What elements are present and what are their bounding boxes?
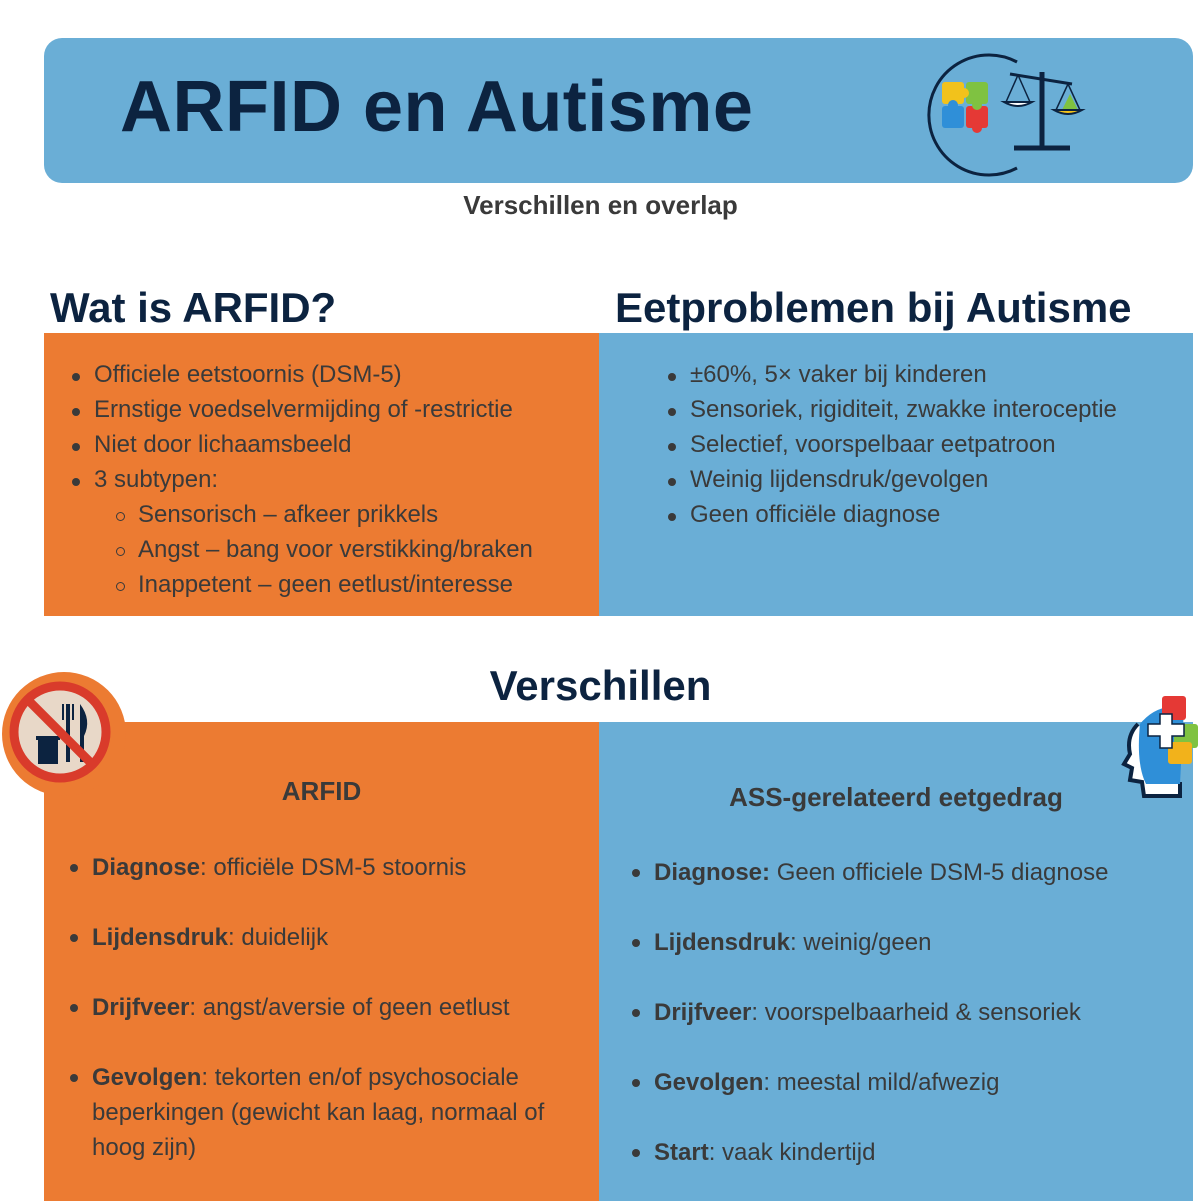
differences-heading: Verschillen [489, 662, 712, 709]
bullet-icon [72, 373, 80, 381]
bullet-icon [668, 443, 676, 451]
bullet-icon [70, 1004, 78, 1012]
page-title: ARFID en Autisme [120, 67, 754, 147]
ass-column-title: ASS-gerelateerd eetgedrag [729, 782, 1063, 812]
bullet-icon [668, 478, 676, 486]
bullet-icon [72, 443, 80, 451]
sub-list-item: Sensorisch – afkeer prikkels [72, 498, 592, 533]
sub-bullet-icon [116, 512, 125, 521]
bullet-icon [70, 934, 78, 942]
arfid-info-list [72, 358, 592, 603]
bullet-icon [70, 1074, 78, 1082]
bullet-icon [632, 869, 640, 877]
list-item: Diagnose: officiële DSM-5 stoornis [70, 850, 570, 885]
list-item: 3 subtypen: [72, 463, 592, 498]
list-item: Gevolgen: meestal mild/afwezig [632, 1065, 999, 1100]
arfid-column-title: ARFID [281, 776, 362, 806]
list-item: Drijfveer: voorspelbaarheid & sensoriek [632, 995, 1081, 1030]
sub-list-item: Inappetent – geen eetlust/interesse [72, 568, 592, 603]
list-item: Lijdensdruk: weinig/geen [632, 925, 931, 960]
sub-bullet-icon [116, 547, 125, 556]
bullet-icon [72, 408, 80, 416]
list-item: Weinig lijdensdruk/gevolgen [668, 463, 1188, 498]
list-item: Selectief, voorspelbaar eetpatroon [668, 428, 1188, 463]
bullet-icon [632, 1009, 640, 1017]
bullet-icon [632, 1149, 640, 1157]
sub-list-item: Angst – bang voor verstikking/braken [72, 533, 592, 568]
list-item: Diagnose: Geen officiele DSM-5 diagnose [632, 855, 1108, 890]
bullet-icon [632, 939, 640, 947]
arfid-heading: Wat is ARFID? [50, 284, 337, 331]
page-subtitle: Verschillen en overlap [463, 190, 738, 220]
list-item: ±60%, 5× vaker bij kinderen [668, 358, 1188, 393]
bullet-icon [70, 864, 78, 872]
puzzle-scale-icon [922, 44, 1092, 178]
bullet-icon [668, 373, 676, 381]
autism-heading: Eetproblemen bij Autisme [615, 284, 1132, 331]
list-item: Officiele eetstoornis (DSM-5) [72, 358, 592, 393]
list-item: Gevolgen: tekorten en/of psychosociale beperkingen (gewicht kan laag, normaal of hoog zijn) [70, 1060, 570, 1165]
list-item: Lijdensdruk: duidelijk [70, 920, 570, 955]
bullet-icon [72, 478, 80, 486]
sub-bullet-icon [116, 582, 125, 591]
bullet-icon [632, 1079, 640, 1087]
list-item: Drijfveer: angst/aversie of geen eetlust [70, 990, 570, 1025]
list-item: Sensoriek, rigiditeit, zwakke interoceptie [668, 393, 1188, 428]
list-item: Niet door lichaamsbeeld [72, 428, 592, 463]
list-item: Start: vaak kindertijd [632, 1135, 875, 1170]
autism-info-list [668, 358, 1188, 533]
list-item: Geen officiële diagnose [668, 498, 1188, 533]
list-item: Ernstige voedselvermijding of -restrictie [72, 393, 592, 428]
bullet-icon [668, 408, 676, 416]
bullet-icon [668, 513, 676, 521]
